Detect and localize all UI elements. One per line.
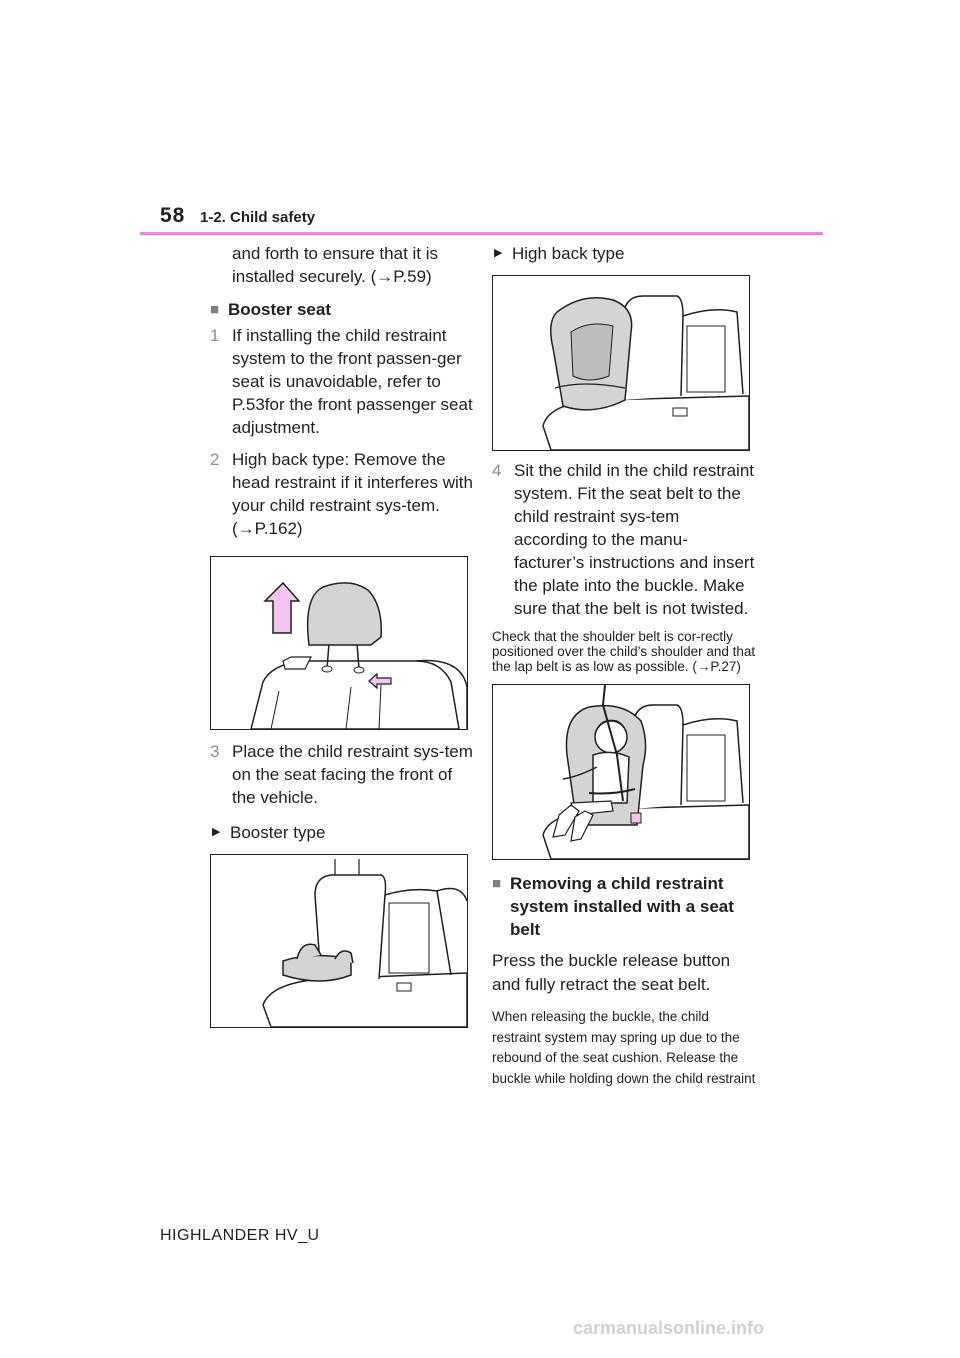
step-2-number: 2 xyxy=(210,450,220,469)
step-4-number: 4 xyxy=(492,461,502,480)
step-4-note: Check that the shoulder belt is cor-rectly positioned over the child’s shoulder and that the lap belt is as low as possible. (→P.27) xyxy=(492,629,756,674)
left-column xyxy=(210,242,475,1028)
step-2-text: High back type: Remove the head restraint if it interferes with your child restraint sys-tem. (→P.162) xyxy=(232,450,473,538)
step-1-number: 1 xyxy=(210,326,220,345)
continuation-text: and forth to ensure that it is installed securely. (→P.59) xyxy=(232,244,439,286)
header-rule xyxy=(140,232,823,235)
removing-heading xyxy=(492,872,757,941)
step-3 xyxy=(210,740,475,809)
high-back-type-illustration xyxy=(492,275,750,451)
removing-heading-label: Removing a child restraint system installed with a seat belt xyxy=(510,874,734,939)
section-title: 1-2. Child safety xyxy=(200,209,316,226)
step-4-text: Sit the child in the child restraint system. Fit the seat belt to the child restraint sys-tem according to the manu-facturer’s instructions and insert the plate into the buckle. Make sure that the belt is not twisted. xyxy=(514,461,755,618)
high-back-type-label-row xyxy=(492,242,757,265)
booster-type-label: Booster type xyxy=(230,823,326,842)
booster-seat-heading xyxy=(210,298,475,321)
booster-type-label-row xyxy=(210,821,475,844)
booster-type-illustration xyxy=(210,854,468,1028)
watermark: carmanualsonline.info xyxy=(573,1318,765,1338)
step-1 xyxy=(210,324,475,439)
step-4 xyxy=(492,459,757,620)
step-3-number: 3 xyxy=(210,742,220,761)
step-1-text: If installing the child restraint system to the front passen-ger seat is unavoidable, refer to P.53for the front passenger seat adjustment. xyxy=(232,326,473,437)
step-2 xyxy=(210,448,475,540)
footer-model: HIGHLANDER HV_U xyxy=(160,1227,320,1244)
removing-note: When releasing the buckle, the child restraint system may spring up due to the rebound of the seat cushion. Release the buckle while holding down the child restraint xyxy=(492,1009,756,1086)
head-restraint-removal-illustration xyxy=(210,556,468,730)
high-back-type-label: High back type xyxy=(512,244,625,263)
booster-seat-heading-label: Booster seat xyxy=(228,300,331,319)
step-3-text: Place the child restraint sys-tem on the seat facing the front of the vehicle. xyxy=(232,742,473,807)
triangle-bullet-icon: ▶ xyxy=(212,826,221,838)
page-number: 58 xyxy=(160,204,186,227)
child-seated-illustration xyxy=(492,684,750,860)
square-bullet-icon: ■ xyxy=(210,301,220,318)
triangle-bullet-icon: ▶ xyxy=(494,247,503,259)
square-bullet-icon: ■ xyxy=(492,875,502,892)
removing-text: Press the buckle release button and fully retract the seat belt. xyxy=(492,951,731,994)
right-column xyxy=(492,242,757,1089)
